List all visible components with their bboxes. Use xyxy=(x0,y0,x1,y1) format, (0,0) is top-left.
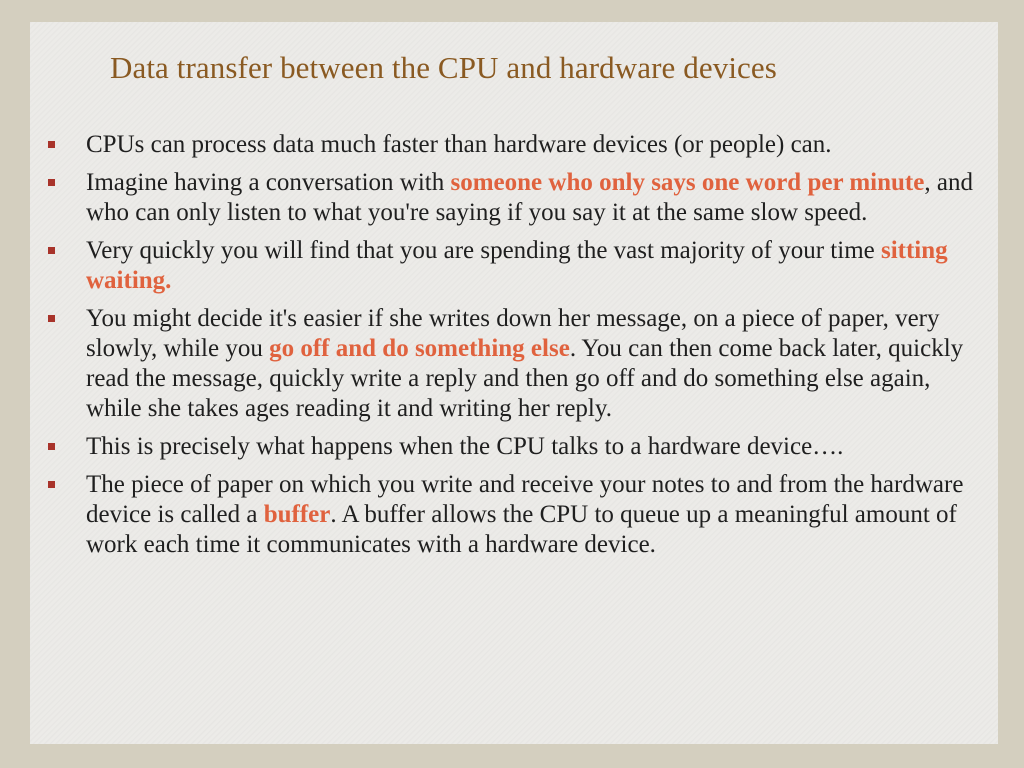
slide-title: Data transfer between the CPU and hardware devices xyxy=(110,50,777,85)
bullet-text: You might decide it's easier if she writes down her message, on a piece of paper, very slowly, while you xyxy=(86,305,940,362)
bullet-highlight: go off and do something else xyxy=(269,335,570,362)
square-bullet-icon xyxy=(48,141,55,148)
bullet-item xyxy=(44,304,984,424)
bullet-item xyxy=(44,130,984,160)
square-bullet-icon xyxy=(48,247,55,254)
bullet-highlight: buffer xyxy=(263,501,331,528)
bullet-text: CPUs can process data much faster than hardware devices (or people) can. xyxy=(86,131,832,158)
square-bullet-icon xyxy=(48,481,55,488)
bullet-item xyxy=(44,432,984,462)
bullet-item xyxy=(44,470,984,560)
square-bullet-icon xyxy=(48,179,55,186)
bullet-text: Imagine having a conversation with xyxy=(86,169,451,196)
bullet-item xyxy=(44,236,984,296)
bullet-text-after: . A buffer allows the CPU to queue up a meaningful amount of work each time it communicates with a hardware device. xyxy=(86,501,957,558)
bullet-text: The piece of paper on which you write and receive your notes to and from the hardware device is called a xyxy=(86,471,964,528)
bullet-item xyxy=(44,168,984,228)
square-bullet-icon xyxy=(48,443,55,450)
bullet-highlight: someone who only says one word per minute xyxy=(450,169,925,196)
bullet-text: Very quickly you will find that you are spending the vast majority of your time xyxy=(86,237,881,264)
bullet-text: This is precisely what happens when the CPU talks to a hardware device…. xyxy=(86,433,844,460)
slide xyxy=(30,22,998,744)
bullet-highlight: sitting waiting. xyxy=(86,237,948,294)
bullet-text-after: , and who can only listen to what you're saying if you say it at the same slow speed. xyxy=(86,169,973,226)
bullet-list xyxy=(44,130,984,568)
bullet-text-after: . You can then come back later, quickly read the message, quickly write a reply and then go off and do something else again, while she takes ages reading it and writing her reply. xyxy=(86,335,964,422)
square-bullet-icon xyxy=(48,315,55,322)
